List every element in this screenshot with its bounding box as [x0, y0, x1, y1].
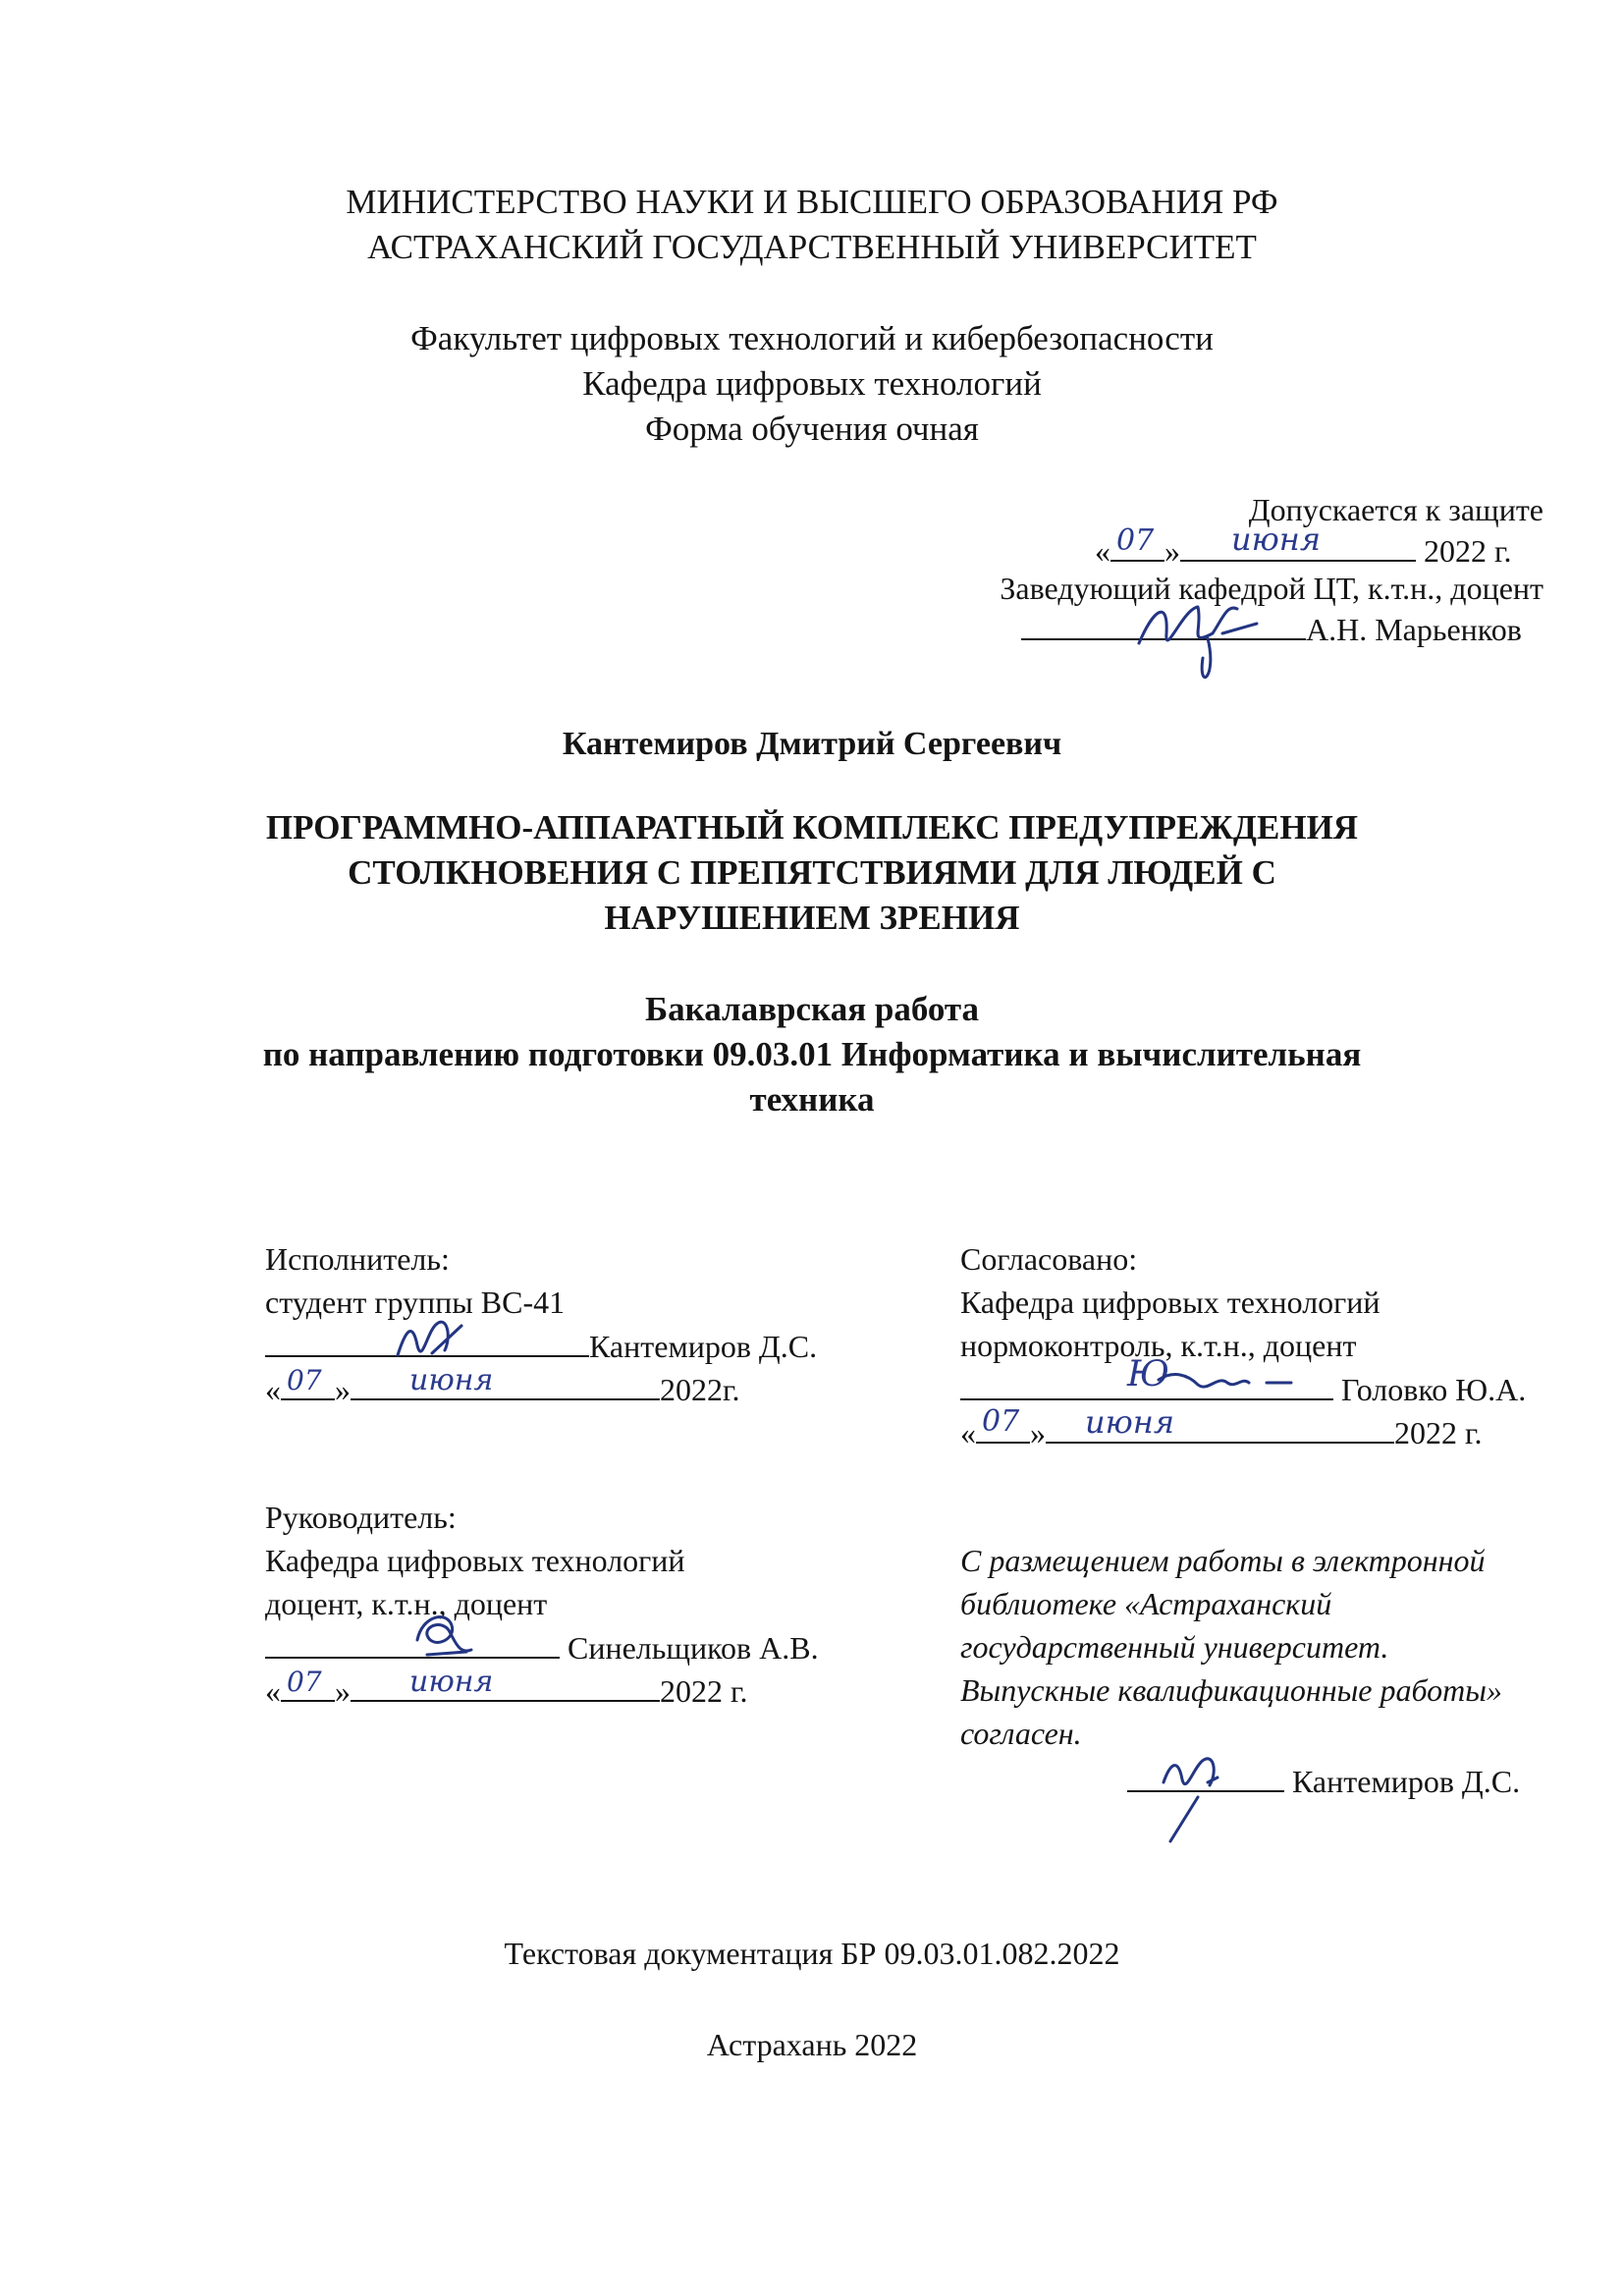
- work-direction-line2: техника: [749, 1080, 875, 1119]
- approved-department: Кафедра цифровых технологий: [960, 1285, 1380, 1320]
- supervisor-day-handwritten: 07: [287, 1666, 322, 1698]
- supervisor-month-handwritten: июня: [409, 1665, 494, 1699]
- supervisor-year: 2022 г.: [660, 1673, 748, 1709]
- admission-year: 2022 г.: [1424, 533, 1512, 569]
- admission-date: [1095, 520, 1546, 570]
- work-direction-line1: по направлению подготовки 09.03.01 Информатика и вычислительная: [262, 1035, 1362, 1073]
- supervisor-position: доцент, к.т.н., доцент: [265, 1586, 548, 1621]
- thesis-title-line3: НАРУШЕНИЕМ ЗРЕНИЯ: [604, 899, 1020, 937]
- approved-signature: [1119, 1355, 1296, 1404]
- approved-position: нормоконтроль, к.т.н., доцент: [960, 1328, 1357, 1363]
- thesis-title-line1: ПРОГРАММНО-АППАРАТНЫЙ КОМПЛЕКС ПРЕДУПРЕЖДЕНИЯ: [265, 808, 1359, 847]
- admission-title: Допускается к защите: [1248, 492, 1543, 527]
- consent-line4: Выпускные квалификационные работы»: [960, 1672, 1502, 1708]
- admission-date-close: »: [1164, 533, 1180, 569]
- executor-signature-row: [265, 1326, 817, 1366]
- executor-group: студент группы ВС-41: [265, 1285, 566, 1320]
- executor-date: « 07 » июня 2022г.: [265, 1363, 740, 1407]
- consent-name: Кантемиров Д.С.: [1292, 1764, 1521, 1799]
- author-name: Кантемиров Дмитрий Сергеевич: [562, 726, 1062, 762]
- admission-date-open: «: [1095, 533, 1110, 569]
- document-code: Текстовая документация БР 09.03.01.082.2022: [504, 1936, 1120, 1971]
- approved-date: « 07 » июня 2022 г.: [960, 1403, 1483, 1450]
- study-form: Форма обучения очная: [645, 410, 979, 448]
- consent-line2: библиотеке «Астраханский: [960, 1586, 1332, 1621]
- consent-line1: С размещением работы в электронной: [960, 1543, 1486, 1578]
- supervisor-date: « 07 » июня 2022 г.: [265, 1665, 748, 1709]
- university-title: АСТРАХАНСКИЙ ГОСУДАРСТВЕННЫЙ УНИВЕРСИТЕТ: [367, 228, 1257, 266]
- admission-signature: [1129, 589, 1267, 697]
- supervisor-department: Кафедра цифровых технологий: [265, 1543, 685, 1578]
- faculty-name: Факультет цифровых технологий и кибербезопасности: [410, 319, 1214, 357]
- executor-day-line: [281, 1364, 335, 1400]
- executor-name: Кантемиров Д.С.: [589, 1329, 818, 1364]
- city-year: Астрахань 2022: [706, 2027, 918, 2062]
- admission-month-line: [1180, 520, 1416, 562]
- admission-day-handwritten: 07: [1116, 523, 1155, 558]
- consent-line5: согласен.: [960, 1716, 1082, 1751]
- approved-year: 2022 г.: [1394, 1415, 1483, 1450]
- supervisor-name: Синельщиков А.В.: [568, 1630, 819, 1666]
- admission-position: Заведующий кафедрой ЦТ, к.т.н., доцент: [1000, 571, 1543, 606]
- approved-day-line: [976, 1404, 1030, 1444]
- consent-line3: государственный университет.: [960, 1629, 1389, 1665]
- supervisor-signature: [398, 1601, 486, 1669]
- executor-year: 2022г.: [660, 1372, 740, 1407]
- thesis-title-line2: СТОЛКНОВЕНИЯ С ПРЕПЯТСТВИЯМИ ДЛЯ ЛЮДЕЙ С: [348, 853, 1276, 892]
- approved-label: Согласовано:: [960, 1241, 1138, 1277]
- supervisor-signature-row: [265, 1627, 819, 1667]
- approved-day-handwritten: 07: [982, 1404, 1020, 1439]
- department-name: Кафедра цифровых технологий: [582, 364, 1042, 403]
- work-type: Бакалаврская работа: [644, 990, 980, 1028]
- approved-signature-text: Ю: [1127, 1354, 1169, 1394]
- supervisor-label: Руководитель:: [265, 1500, 457, 1535]
- approved-month-handwritten: июня: [1085, 1403, 1175, 1441]
- ministry-title: МИНИСТЕРСТВО НАУКИ И ВЫСШЕГО ОБРАЗОВАНИЯ РФ: [346, 183, 1278, 221]
- supervisor-day-line: [281, 1666, 335, 1702]
- admission-month-handwritten: июня: [1231, 520, 1322, 558]
- executor-day-handwritten: 07: [287, 1364, 322, 1396]
- admission-day-line: [1110, 523, 1164, 562]
- executor-month-handwritten: июня: [409, 1363, 494, 1397]
- consent-signature: [1149, 1738, 1247, 1846]
- admission-signature-row: [1021, 609, 1551, 648]
- executor-label: Исполнитель:: [265, 1241, 450, 1277]
- admission-name: А.Н. Марьенков: [1306, 612, 1522, 647]
- approved-name: Головко Ю.А.: [1341, 1372, 1527, 1407]
